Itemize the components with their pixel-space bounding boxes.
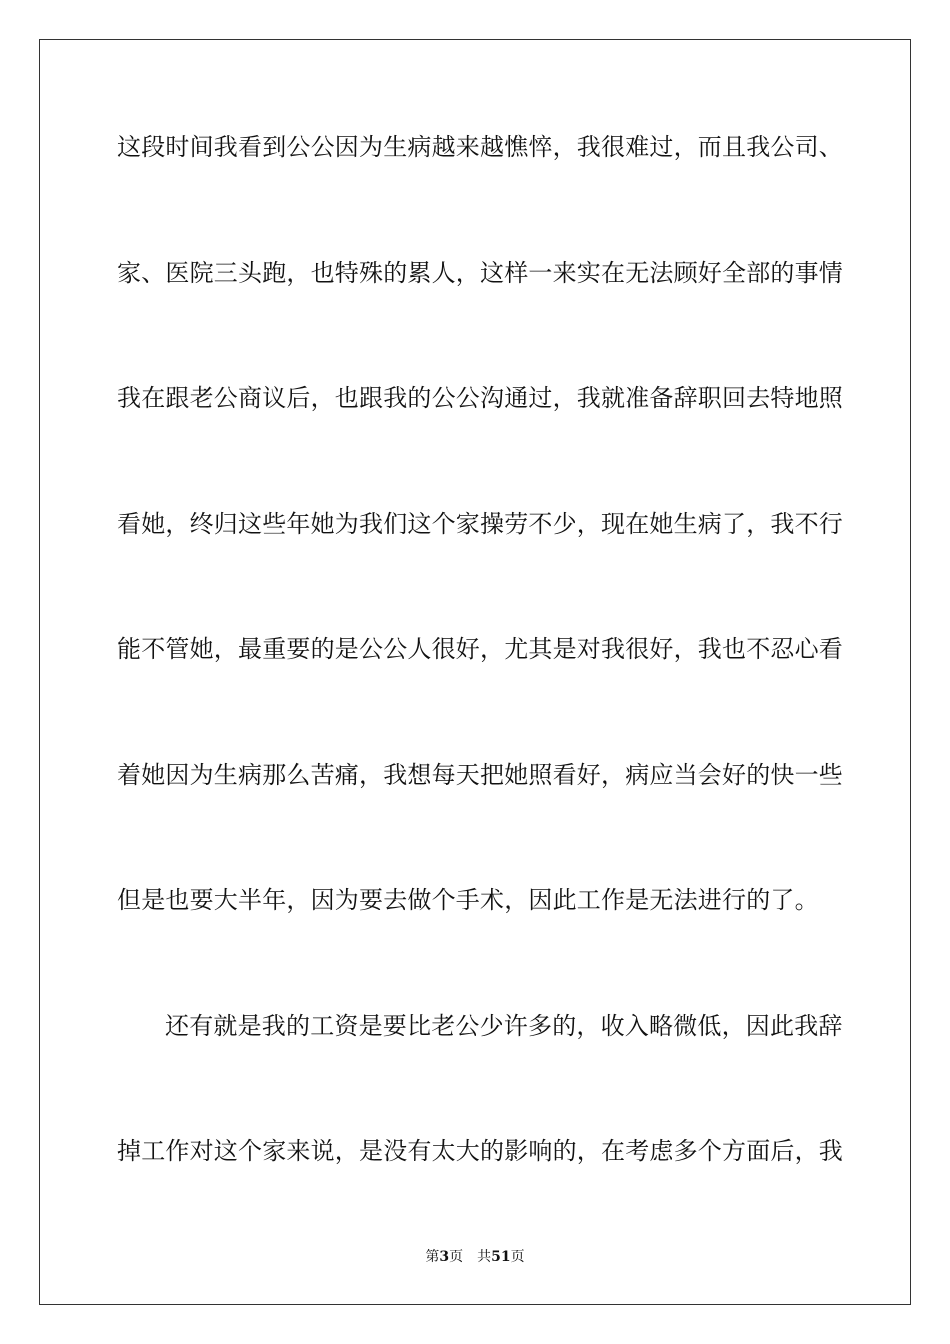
page-footer xyxy=(0,1248,950,1266)
text-line-8: 还有就是我的工资是要比老公少许多的，收入略微低，因此我辞 xyxy=(165,1012,843,1040)
text-line-4: 看她，终归这些年她为我们这个家操劳不少，现在她生病了，我不行 xyxy=(117,510,843,538)
text-line-1: 这段时间我看到公公因为生病越来越憔悴，我很难过，而且我公司、 xyxy=(117,133,843,161)
total-pages: 51 xyxy=(491,1249,511,1265)
text-line-3: 我在跟老公商议后，也跟我的公公沟通过，我就准备辞职回去特地照 xyxy=(117,384,843,412)
page-prefix: 第 xyxy=(425,1249,440,1265)
page-suffix: 页 xyxy=(449,1249,464,1265)
page-border xyxy=(39,39,911,1305)
text-line-7: 但是也要大半年，因为要去做个手术，因此工作是无法进行的了。 xyxy=(117,886,819,914)
total-prefix: 共 xyxy=(477,1249,492,1265)
total-suffix: 页 xyxy=(510,1249,525,1265)
text-line-9: 掉工作对这个家来说，是没有太大的影响的，在考虑多个方面后，我 xyxy=(117,1137,843,1165)
text-line-2: 家、医院三头跑，也特殊的累人，这样一来实在无法顾好全部的事情 xyxy=(117,259,843,287)
text-line-5: 能不管她，最重要的是公公人很好，尤其是对我很好，我也不忍心看 xyxy=(117,635,843,663)
text-line-6: 着她因为生病那么苦痛，我想每天把她照看好，病应当会好的快一些 xyxy=(117,761,843,789)
page-number: 3 xyxy=(439,1249,450,1265)
